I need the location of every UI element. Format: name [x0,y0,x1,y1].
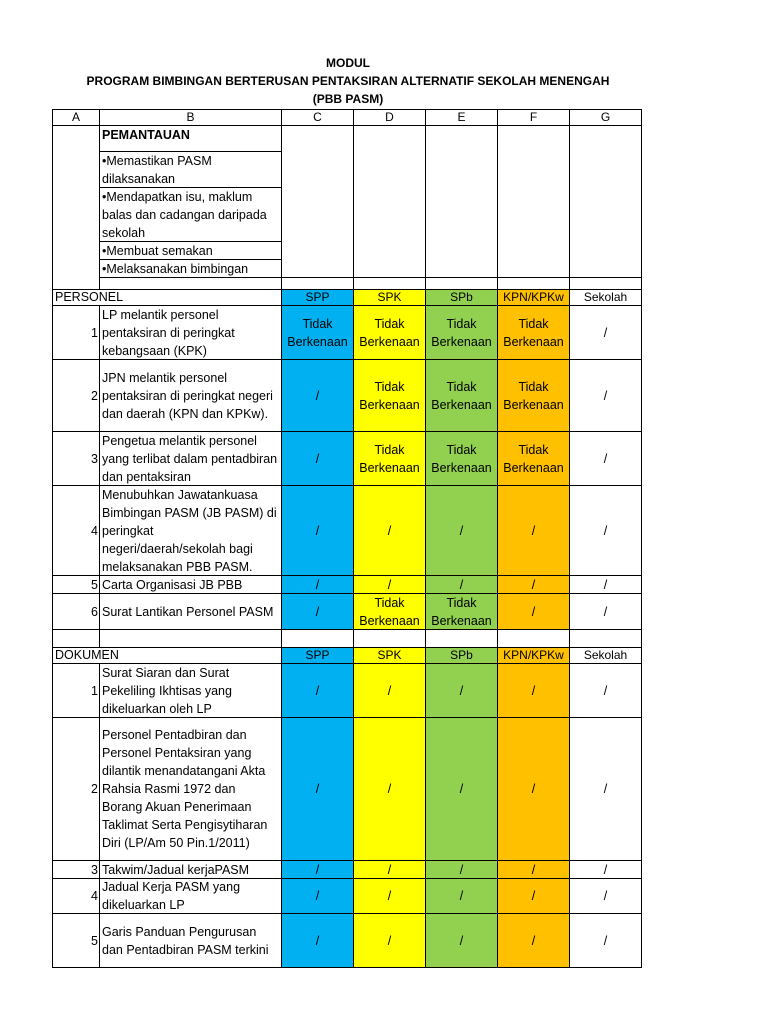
personel-row-value: / [354,486,426,576]
personel-row-value: Tidak Berkenaan [354,594,426,630]
personel-row-value: Tidak Berkenaan [498,432,570,486]
dokumen-level-header-spb: SPb [426,648,498,664]
personel-row-value: Tidak Berkenaan [354,360,426,432]
spreadsheet-table [52,109,642,968]
dokumen-row-description: Garis Panduan Pengurusan dan Pentadbiran PASM terkini [100,914,282,968]
dokumen-row-value: / [354,914,426,968]
dokumen-level-header-kpn-kpkw: KPN/KPKw [498,648,570,664]
pemantauan-empty-cell [426,278,498,290]
dokumen-row-number: 3 [53,861,100,879]
dokumen-row-description: Takwim/Jadual kerjaPASM [100,861,282,879]
blank-row-cell [100,630,282,648]
dokumen-row-value: / [426,861,498,879]
blank-row-cell [426,630,498,648]
dokumen-row-value: / [498,914,570,968]
personel-section-label: PERSONEL [53,290,282,306]
dokumen-row-value: / [282,879,354,914]
blank-row-cell [570,630,642,648]
personel-level-header-spk: SPK [354,290,426,306]
dokumen-row-value: / [354,664,426,718]
column-header-a: A [53,110,100,126]
blank-row-cell [354,630,426,648]
personel-row-description: Pengetua melantik personel yang terlibat dalam pentadbiran dan pentaksiran [100,432,282,486]
personel-row-value: / [498,594,570,630]
dokumen-row-value: / [426,664,498,718]
dokumen-row-value: / [570,718,642,861]
dokumen-row-value: / [426,879,498,914]
personel-row-value: / [570,306,642,360]
dokumen-level-header-spp: SPP [282,648,354,664]
column-header-e: E [426,110,498,126]
dokumen-row-value: / [354,879,426,914]
dokumen-row-value: / [426,718,498,861]
personel-row-description: Menubuhkan Jawatankuasa Bimbingan PASM (JB PASM) di peringkat negeri/daerah/sekolah bagi melaksanakan PBB PASM. [100,486,282,576]
personel-level-header-spb: SPb [426,290,498,306]
column-header-b: B [100,110,282,126]
blank-row-cell [498,630,570,648]
dokumen-row-value: / [498,879,570,914]
pemantauan-empty-cell [426,126,498,278]
pemantauan-empty-cell [282,126,354,278]
dokumen-row-value: / [282,861,354,879]
pemantauan-empty-cell [354,126,426,278]
dokumen-row-value: / [354,718,426,861]
personel-row-value: Tidak Berkenaan [498,306,570,360]
personel-level-header-kpn-kpkw: KPN/KPKw [498,290,570,306]
blank-row-cell [282,630,354,648]
dokumen-row-value: / [426,914,498,968]
personel-row-value: Tidak Berkenaan [354,306,426,360]
personel-row-value: / [282,594,354,630]
personel-row-value: / [570,594,642,630]
personel-row-number: 6 [53,594,100,630]
personel-row-value: Tidak Berkenaan [426,432,498,486]
dokumen-level-header-sekolah: Sekolah [570,648,642,664]
column-header-f: F [498,110,570,126]
personel-row-value: / [282,576,354,594]
pemantauan-empty-cell [498,126,570,278]
personel-row-value: / [282,432,354,486]
personel-row-value: Tidak Berkenaan [426,594,498,630]
personel-row-number: 5 [53,576,100,594]
personel-row-description: JPN melantik personel pentaksiran di peringkat negeri dan daerah (KPN dan KPKw). [100,360,282,432]
personel-row-value: / [426,576,498,594]
personel-level-header-spp: SPP [282,290,354,306]
personel-row-value: Tidak Berkenaan [498,360,570,432]
pemantauan-col-a [53,126,100,290]
dokumen-row-number: 5 [53,914,100,968]
personel-row-value: Tidak Berkenaan [426,360,498,432]
doc-title-line3: (PBB PASM) [312,92,384,106]
personel-row-value: / [282,360,354,432]
pemantauan-spacer [100,278,282,290]
personel-row-value: Tidak Berkenaan [282,306,354,360]
column-header-c: C [282,110,354,126]
blank-row-cell [53,630,100,648]
personel-row-value: / [282,486,354,576]
personel-row-value: / [426,486,498,576]
doc-title-line1: MODUL [326,56,370,70]
dokumen-row-description: Jadual Kerja PASM yang dikeluarkan LP [100,879,282,914]
personel-row-description: LP melantik personel pentaksiran di peringkat kebangsaan (KPK) [100,306,282,360]
dokumen-row-value: / [570,914,642,968]
pemantauan-item: •Melaksanakan bimbingan [100,260,282,278]
personel-row-description: Surat Lantikan Personel PASM [100,594,282,630]
personel-row-value: / [570,576,642,594]
personel-row-value: / [570,486,642,576]
personel-row-value: Tidak Berkenaan [426,306,498,360]
personel-row-number: 2 [53,360,100,432]
dokumen-row-description: Surat Siaran dan Surat Pekeliling Ikhtisas yang dikeluarkan oleh LP [100,664,282,718]
personel-row-description: Carta Organisasi JB PBB [100,576,282,594]
pemantauan-item: •Memastikan PASM dilaksanakan [100,152,282,188]
personel-row-value: / [570,360,642,432]
dokumen-row-value: / [498,861,570,879]
personel-row-number: 4 [53,486,100,576]
dokumen-level-header-spk: SPK [354,648,426,664]
doc-title-line2: PROGRAM BIMBINGAN BERTERUSAN PENTAKSIRAN ALTERNATIF SEKOLAH MENENGAH [86,74,610,88]
pemantauan-empty-cell [498,278,570,290]
column-header-g: G [570,110,642,126]
pemantauan-empty-cell [570,278,642,290]
dokumen-row-value: / [498,664,570,718]
personel-row-number: 1 [53,306,100,360]
dokumen-row-number: 2 [53,718,100,861]
column-header-d: D [354,110,426,126]
dokumen-row-description: Personel Pentadbiran dan Personel Pentaksiran yang dilantik menandatangani Akta Rahsia Rasmi 1972 dan Borang Akuan Penerimaan Taklimat Serta Pengisytiharan Diri (LP/Am 50 Pin.1/2011) [100,718,282,861]
personel-level-header-sekolah: Sekolah [570,290,642,306]
personel-row-value: Tidak Berkenaan [354,432,426,486]
dokumen-row-value: / [570,861,642,879]
personel-row-value: / [354,576,426,594]
dokumen-row-value: / [282,664,354,718]
personel-row-value: / [570,432,642,486]
dokumen-row-number: 4 [53,879,100,914]
personel-row-number: 3 [53,432,100,486]
pemantauan-title: PEMANTAUAN [100,126,282,152]
pemantauan-empty-cell [282,278,354,290]
dokumen-row-value: / [354,861,426,879]
dokumen-section-label: DOKUMEN [53,648,282,664]
dokumen-row-value: / [570,879,642,914]
pemantauan-item: •Membuat semakan [100,242,282,260]
personel-row-value: / [498,486,570,576]
pemantauan-empty-cell [570,126,642,278]
dokumen-row-value: / [282,914,354,968]
pemantauan-empty-cell [354,278,426,290]
personel-row-value: / [498,576,570,594]
pemantauan-item: •Mendapatkan isu, maklum balas dan cadangan daripada sekolah [100,188,282,242]
dokumen-row-value: / [282,718,354,861]
dokumen-row-value: / [570,664,642,718]
dokumen-row-value: / [498,718,570,861]
dokumen-row-number: 1 [53,664,100,718]
